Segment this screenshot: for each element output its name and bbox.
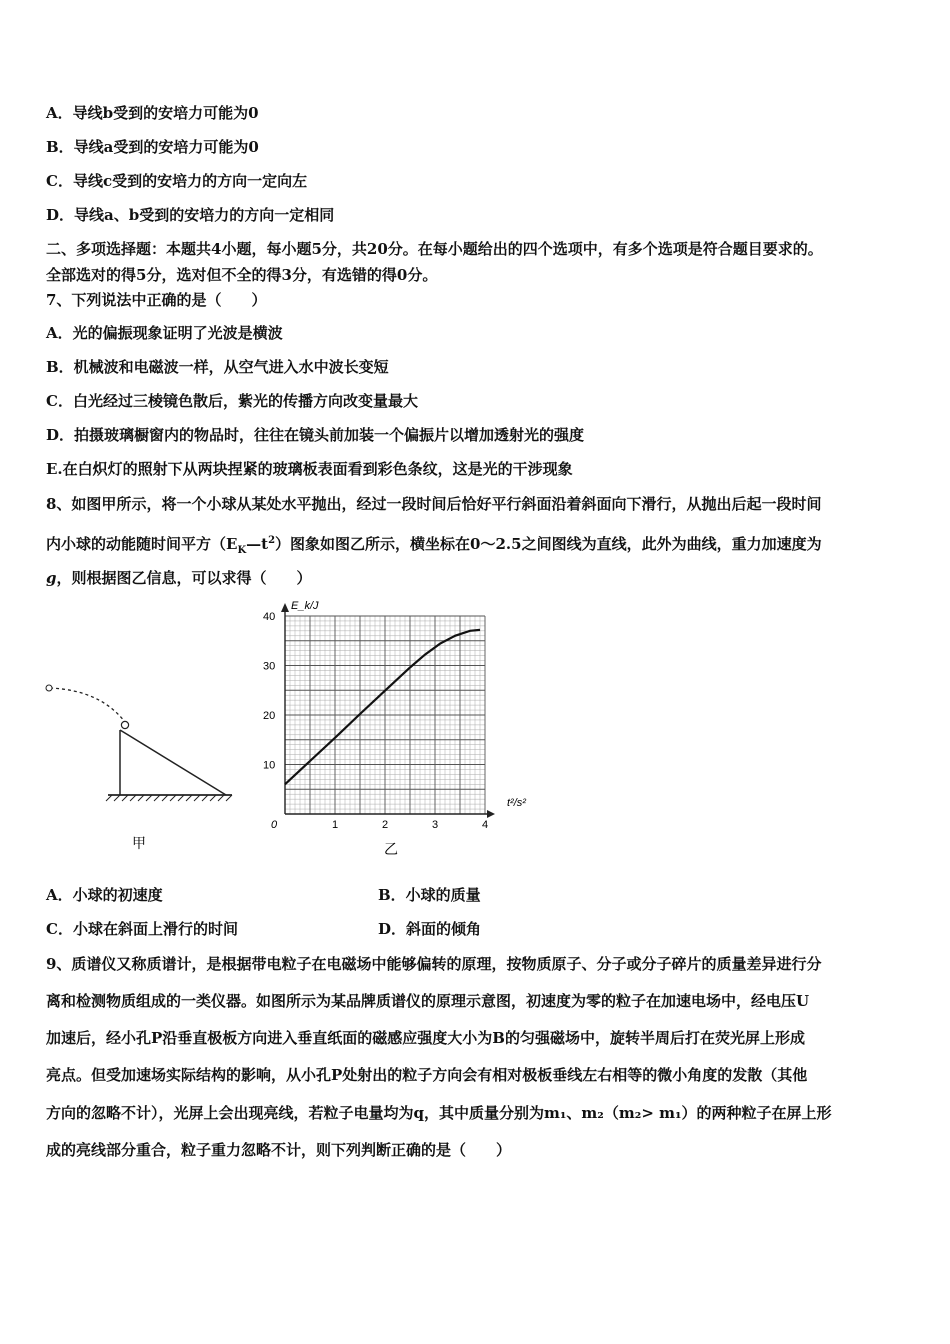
q8-line2-sub: K — [237, 545, 247, 556]
projectile-trajectory — [50, 688, 125, 722]
q8-var-g: g — [46, 569, 57, 587]
figure-yi-chart — [255, 592, 555, 864]
prev-option-d: D．导线a、b受到的安培力的方向一定相同 — [46, 206, 335, 224]
q8-line2-rest: ）图象如图乙所示，横坐标在0～2.5之间图线为直线，此外为曲线，重力加速度为 — [275, 535, 822, 553]
x-tick-label: 3 — [432, 819, 439, 831]
q7-option-a: A．光的偏振现象证明了光波是横波 — [46, 324, 283, 342]
ball-on-slope — [121, 721, 128, 728]
q8-line2-sup: 2 — [268, 535, 276, 546]
y-tick-label: 40 — [263, 611, 276, 623]
y-axis-arrow — [281, 603, 289, 612]
x-tick-label: 2 — [382, 819, 389, 831]
q8-option-a: A．小球的初速度 — [46, 886, 163, 904]
x-tick-label: 4 — [482, 819, 489, 831]
x-axis-arrow — [487, 810, 495, 818]
chart-series-ek — [285, 630, 480, 784]
fig-yi-caption: 乙 — [384, 841, 398, 857]
q8-stem-line2 — [46, 531, 822, 561]
q9-stem-line3: 加速后，经小孔P沿垂直极板方向进入垂直纸面的磁感应强度大小为B的匀强磁场中，旋转半周后打在荧光屏上形成 — [46, 1029, 805, 1047]
q9-stem-line6: 成的亮线部分重合，粒子重力忽略不计，则下列判断正确的是（ ） — [46, 1141, 512, 1159]
q7-option-e: E.在白炽灯的照射下从两块捏紧的玻璃板表面看到彩色条纹，这是光的干涉现象 — [46, 460, 573, 478]
y-tick-label: 10 — [263, 759, 276, 772]
figure-jia — [40, 670, 250, 860]
ball-start — [46, 685, 52, 691]
section-heading-line1: 二、多项选择题：本题共4小题，每小题5分，共20分。在每小题给出的四个选项中，有多个选项是符合题目要求的。 — [46, 240, 823, 258]
q8-option-d: D．斜面的倾角 — [378, 920, 482, 938]
x-axis-label: t²/s² — [507, 797, 526, 809]
q9-stem-line5: 方向的忽略不计），光屏上会出现亮线，若粒子电量均为q，其中质量分别为m₁、m₂（m₂> m₁）的两种粒子在屏上形 — [46, 1104, 832, 1122]
section-heading-line2: 全部选对的得5分，选对但不全的得3分，有选错的得0分。 — [46, 266, 438, 284]
q7-option-d: D．拍摄玻璃橱窗内的物品时，往往在镜头前加装一个偏振片以增加透射光的强度 — [46, 426, 585, 444]
q8-line2-text: 内小球的动能随时间平方（E — [46, 535, 238, 553]
slope-incline — [120, 730, 226, 795]
q8-stem-line3 — [46, 568, 312, 588]
q9-stem-line4: 亮点。但受加速场实际结构的影响，从小孔P处射出的粒子方向会有相对极板垂线左右相等的微小角度的发散（其他 — [46, 1066, 808, 1084]
prev-option-a: A．导线b受到的安培力可能为0 — [46, 104, 259, 122]
ground-hatching — [106, 795, 232, 801]
q7-option-b: B．机械波和电磁波一样，从空气进入水中波长变短 — [46, 358, 389, 376]
prev-option-c: C．导线c受到的安培力的方向一定向左 — [46, 172, 308, 190]
y-axis-label: E_k/J — [291, 600, 319, 612]
prev-option-b: B．导线a受到的安培力可能为0 — [46, 138, 259, 156]
q7-stem: 7、下列说法中正确的是（ ） — [46, 291, 267, 309]
fig-jia-caption: 甲 — [132, 835, 146, 851]
y-tick-label: 30 — [263, 660, 276, 673]
q9-stem-line2: 离和检测物质组成的一类仪器。如图所示为某品牌质谱仪的原理示意图，初速度为零的粒子在加速电场中，经电压U — [46, 992, 810, 1010]
q8-option-b: B．小球的质量 — [378, 886, 481, 904]
x-tick-label: 1 — [332, 819, 339, 831]
q7-option-c: C．白光经过三棱镜色散后，紫光的传播方向改变量最大 — [46, 392, 418, 410]
q8-line3-text: ，则根据图乙信息，可以求得（ ） — [56, 569, 312, 587]
q8-option-c: C．小球在斜面上滑行的时间 — [46, 920, 238, 938]
q9-stem-line1: 9、质谱仪又称质谱计，是根据带电粒子在电磁场中能够偏转的原理，按物质原子、分子或分子碎片的质量差异进行分 — [46, 955, 822, 973]
y-tick-label: 20 — [263, 710, 276, 722]
q8-line2-dash: —t — [246, 535, 269, 553]
q8-stem-line1: 8、如图甲所示，将一个小球从某处水平抛出，经过一段时间后恰好平行斜面沿着斜面向下滑行，从抛出后起一段时间 — [46, 495, 822, 513]
x-tick-label: 0 — [271, 819, 278, 831]
